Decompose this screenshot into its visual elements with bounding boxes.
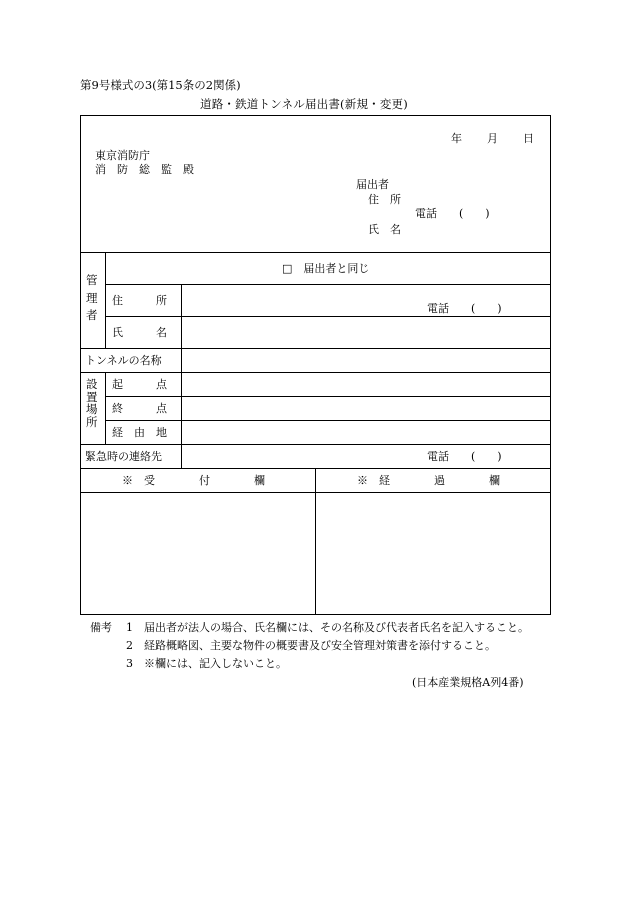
emergency-phone-label: 電話 ( ) xyxy=(427,450,502,463)
divider-manager-same xyxy=(105,284,551,285)
applicant-label: 届出者 xyxy=(356,178,389,191)
location-section-label: 設 置 場 所 xyxy=(86,377,98,429)
note-item: 2 経路概略図、主要な物件の概要書及び安全管理対策書を添付すること。 xyxy=(126,639,496,652)
form-number: 第9号様式の3(第15条の2関係) xyxy=(80,78,241,92)
notes-heading: 備考 xyxy=(90,621,112,634)
progress-column-header: ※ 経 過 欄 xyxy=(357,474,500,487)
divider-via xyxy=(80,444,551,445)
divider-tunnel-name xyxy=(80,372,551,373)
manager-name-label: 氏 名 xyxy=(112,326,167,339)
date-month: 月 xyxy=(487,132,498,145)
emergency-contact-label: 緊急時の連絡先 xyxy=(85,450,162,463)
end-point-label: 終 点 xyxy=(112,402,167,415)
note-item: 3 ※欄には、記入しないこと。 xyxy=(126,657,287,670)
applicant-address-label: 住 所 xyxy=(368,193,401,206)
divider-manager-name xyxy=(80,348,551,349)
divider-manager-address xyxy=(105,316,551,317)
tunnel-name-label: トンネルの名称 xyxy=(85,354,162,367)
date-year: 年 xyxy=(451,132,462,145)
divider-top-block xyxy=(80,252,551,253)
reception-column-header: ※ 受 付 欄 xyxy=(122,474,265,487)
divider-end xyxy=(105,420,551,421)
via-point-label: 経 由 地 xyxy=(112,426,167,439)
vline-manager-labels xyxy=(181,284,182,348)
start-point-label: 起 点 xyxy=(112,378,167,391)
manager-section-label: 管 理 者 xyxy=(86,273,98,322)
paper-size-note: (日本産業規格A列4番) xyxy=(412,676,524,689)
manager-phone-label: 電話 ( ) xyxy=(427,302,502,315)
vline-labels xyxy=(181,348,182,468)
recipient-title: 消 防 総 監 殿 xyxy=(95,163,194,176)
manager-address-label: 住 所 xyxy=(112,294,167,307)
note-item: 1 届出者が法人の場合、氏名欄には、その名称及び代表者氏名を記入すること。 xyxy=(126,621,529,634)
vline-columns xyxy=(315,468,316,615)
form-title: 道路・鉄道トンネル届出書(新規・変更) xyxy=(200,97,408,111)
recipient-org: 東京消防庁 xyxy=(95,149,150,162)
divider-start xyxy=(105,396,551,397)
date-day: 日 xyxy=(523,132,534,145)
vline-manager-section xyxy=(105,252,106,348)
applicant-phone-label: 電話 ( ) xyxy=(415,207,490,220)
applicant-name-label: 氏 名 xyxy=(368,223,401,236)
same-as-applicant-checkbox[interactable]: □ 届出者と同じ xyxy=(282,262,370,275)
vline-location-section xyxy=(105,372,106,444)
